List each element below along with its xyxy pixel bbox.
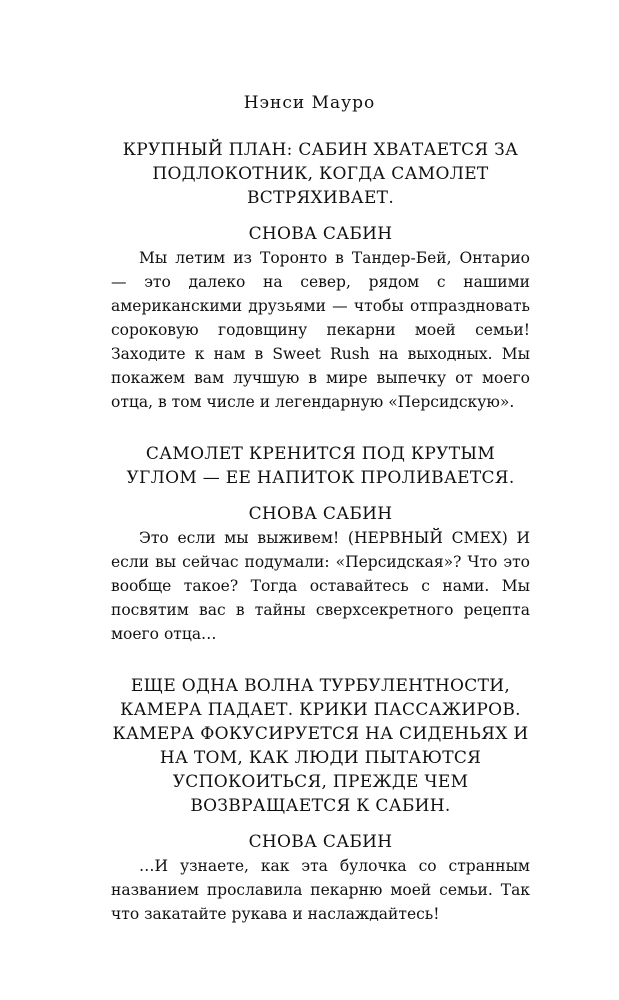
dialogue-paragraph: Мы летим из Торонто в Тандер-Бей, Онтарио — это далеко на север, рядом с нашими американскими друзьями — чтобы отпраздновать сороковую годовщину пекарни моей семьи! Заходите к нам в Sweet Rush на выходных. Мы покажем вам лучшую в мире выпечку от моего отца, в том числе и легендарную «Персидскую». xyxy=(111,249,530,411)
page-body xyxy=(111,138,530,926)
scene-direction: ЕЩЕ ОДНА ВОЛНА ТУРБУЛЕНТНОСТИ, КАМЕРА ПАДАЕТ. КРИКИ ПАССАЖИРОВ. КАМЕРА ФОКУСИРУЕТСЯ НА СИДЕНЬЯХ И НА ТОМ, КАК ЛЮДИ ПЫТАЮТСЯ УСПОКОИТЬСЯ, ПРЕЖДЕ ЧЕМ ВОЗВРАЩАЕТСЯ К САБИН. xyxy=(112,676,529,816)
scene-direction: КРУПНЫЙ ПЛАН: САБИН ХВАТАЕТСЯ ЗА ПОДЛОКОТНИК, КОГДА САМОЛЕТ ВСТРЯХИВАЕТ. xyxy=(122,140,519,208)
scene-direction: САМОЛЕТ КРЕНИТСЯ ПОД КРУТЫМ УГЛОМ — ЕЕ НАПИТОК ПРОЛИВАЕТСЯ. xyxy=(126,444,515,488)
running-header: Нэнси Мауро xyxy=(243,93,376,113)
speaker-name: СНОВА САБИН xyxy=(248,504,393,524)
speaker-name: СНОВА САБИН xyxy=(248,224,393,244)
speaker-name: СНОВА САБИН xyxy=(248,832,393,852)
dialogue-paragraph: Это если мы выживем! (НЕРВНЫЙ СМЕХ) И если вы сейчас подумали: «Персидская»? Что это вообще такое? Тогда оставайтесь с нами. Мы посвятим вас в тайны сверхсекретного рецепта моего отца… xyxy=(111,529,530,643)
dialogue-paragraph: …И узнаете, как эта булочка со странным названием прославила пекарню моей семьи. Так что закатайте рукава и наслаждайтесь! xyxy=(111,857,530,923)
